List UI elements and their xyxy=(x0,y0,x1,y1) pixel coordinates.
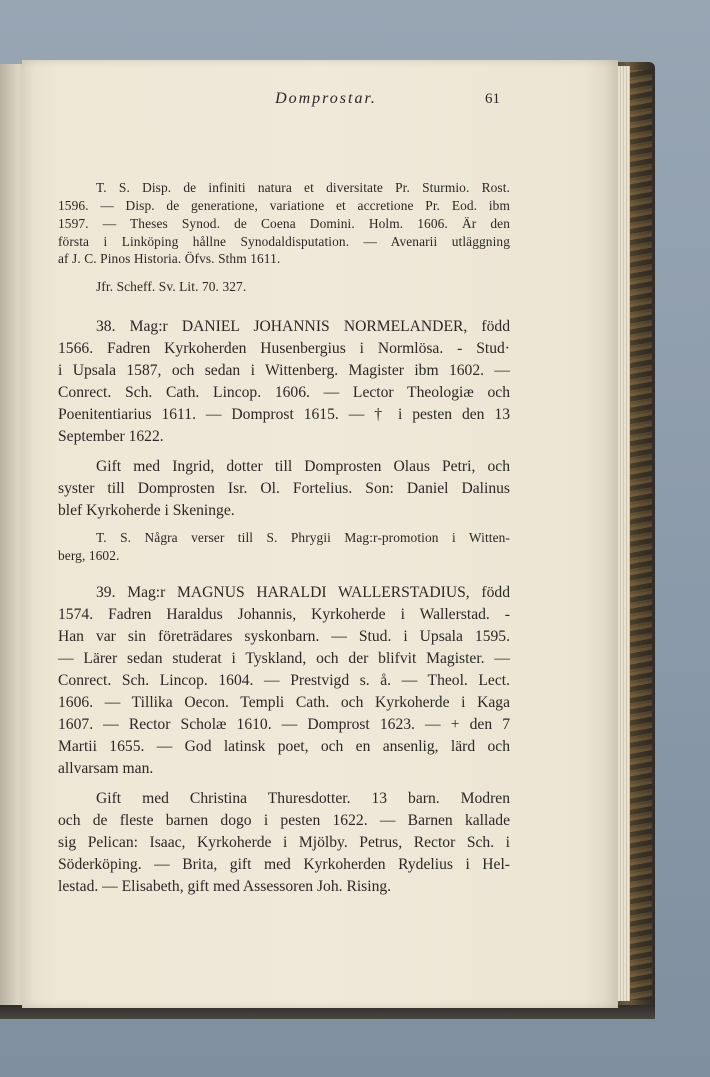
entry-39-bio-line: Conrect. Sch. Lincop. 1604. — Prestvigd s. å. — Theol. Lect. xyxy=(58,672,510,689)
entry-39-bio-line: Martii 1655. — God latinsk poet, och en ansenlig, lärd och xyxy=(58,738,510,755)
entry-38-family-line: Gift med Ingrid, dotter till Domprosten Olaus Petri, och xyxy=(96,458,510,475)
entry-37-line: T. S. Disp. de infiniti natura et diversitate Pr. Sturmio. Rost. xyxy=(96,180,510,195)
entry-39-family-line: lestad. — Elisabeth, gift med Assessoren Joh. Rising. xyxy=(58,878,392,895)
entry-39-bio-line: 39. Mag:r MAGNUS HARALDI WALLERSTADIUS, född xyxy=(96,584,510,601)
entry-38-writings-line: berg, 1602. xyxy=(58,548,120,563)
entry-38-bio-line: September 1622. xyxy=(58,428,164,445)
entry-39-bio-line: — Lärer sedan studerat i Tyskland, och der blifvit Magister. — xyxy=(58,650,510,667)
entry-39-bio-line: Han var sin företrädares syskonbarn. — Stud. i Upsala 1595. xyxy=(58,628,510,645)
entry-38-bio-line: Conrect. Sch. Cath. Lincop. 1606. — Lector Theologiæ och xyxy=(58,384,510,401)
entry-39-bio-line: allvarsam man. xyxy=(58,760,154,777)
entry-38-bio-line: Poenitentiarius 1611. — Domprost 1615. — † i pesten den 13 xyxy=(58,406,510,423)
entry-38-family-line: syster till Domprosten Isr. Ol. Fortelius. Son: Daniel Dalinus xyxy=(58,480,510,497)
entry-37-line: 1597. — Theses Synod. de Coena Domini. Holm. 1606. Är den xyxy=(58,216,510,231)
entry-39-family-line: och de fleste barnen dogo i pesten 1622. — Barnen kallade xyxy=(58,812,510,829)
entry-38-bio-line: i Upsala 1587, och sedan i Wittenberg. Magister ibm 1602. — xyxy=(58,362,510,379)
entry-37-line: 1596. — Disp. de generatione, variatione et accretione Pr. Eod. ibm xyxy=(58,198,510,213)
running-title: Domprostar. xyxy=(275,90,377,107)
entry-39-bio-line: 1606. — Tillika Oecon. Templi Cath. och Kyrkoherde i Kaga xyxy=(58,694,510,711)
entry-37-reference: Jfr. Scheff. Sv. Lit. 70. 327. xyxy=(96,279,247,294)
entry-37-line: första i Linköping hållne Synodaldisputation. — Avenarii utläggning xyxy=(58,234,510,249)
entry-39-family-line: Söderköping. — Brita, gift med Kyrkoherden Rydelius i Hel- xyxy=(58,856,510,873)
entry-39-bio-line: 1607. — Rector Scholæ 1610. — Domprost 1623. — + den 7 xyxy=(58,716,510,733)
page-number: 61 xyxy=(485,91,500,107)
entry-38-bio-line: 38. Mag:r DANIEL JOHANNIS NORMELANDER, född xyxy=(96,318,510,335)
marbled-cover-texture xyxy=(628,70,652,1000)
entry-39-bio-line: 1574. Fadren Haraldus Johannis, Kyrkoherde i Wallerstad. - xyxy=(58,606,510,623)
entry-39-family-line: Gift med Christina Thuresdotter. 13 barn. Modren xyxy=(96,790,510,807)
entry-38-writings-line: T. S. Några verser till S. Phrygii Mag:r-promotion i Witten- xyxy=(96,530,510,545)
entry-38-family-line: blef Kyrkoherde i Skeninge. xyxy=(58,502,235,519)
entry-39-family-line: sig Pelican: Isaac, Kyrkoherde i Mjölby. Petrus, Rector Sch. i xyxy=(58,834,510,851)
entry-37-line: af J. C. Pinos Historia. Öfvs. Sthm 1611. xyxy=(58,251,281,266)
entry-38-bio-line: 1566. Fadren Kyrkoherden Husenbergius i Normlösa. - Stud· xyxy=(58,340,510,357)
